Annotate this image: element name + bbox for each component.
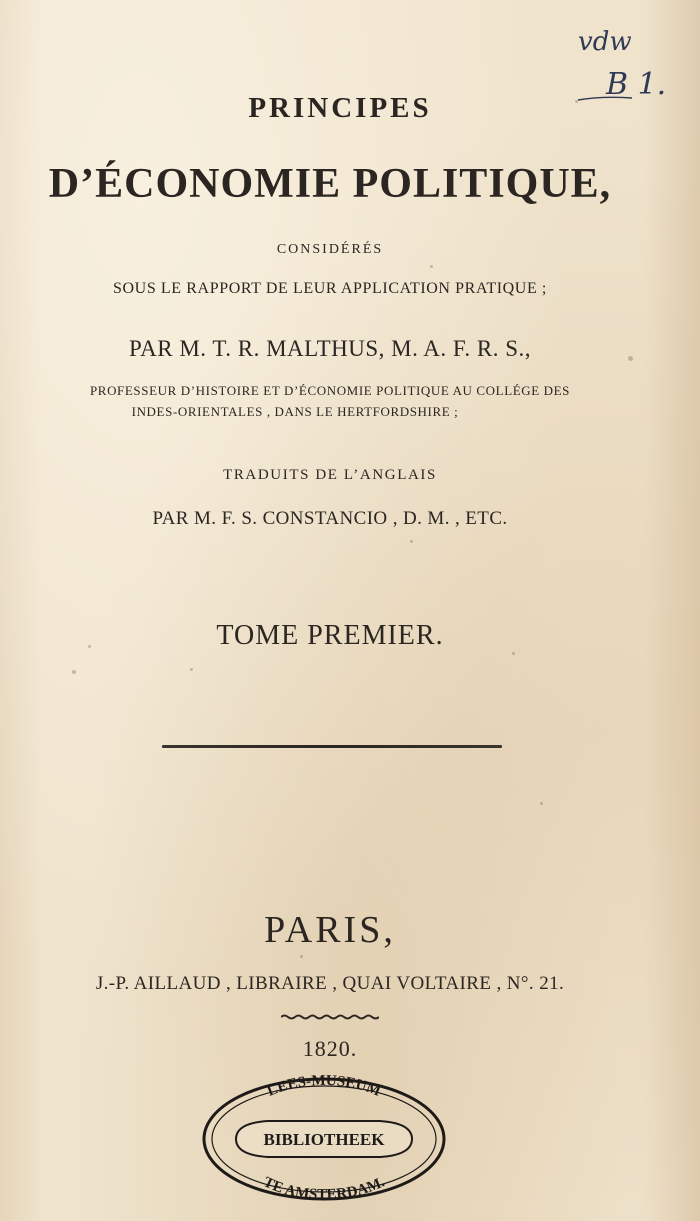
subtitle-line: SOUS LE RAPPORT DE LEUR APPLICATION PRATIQUE ;: [113, 280, 547, 297]
translator-line: PAR M. F. S. CONSTANCIO , D. M. , ETC.: [152, 508, 508, 529]
paper-speck: [300, 955, 303, 958]
paper-speck: [540, 802, 543, 805]
paper-speck: [575, 100, 578, 103]
year-line: 1820.: [302, 1036, 358, 1061]
translated-line: TRADUITS DE L’ANGLAIS: [223, 467, 437, 483]
paper-speck: [190, 668, 193, 671]
stamp-top-arc: LEES-MUSEUM: [264, 1073, 383, 1100]
paper-speck: [410, 540, 413, 543]
city-line: PARIS,: [264, 909, 396, 951]
library-stamp: [198, 1073, 450, 1203]
publisher-line: J.-P. AILLAUD , LIBRAIRE , QUAI VOLTAIRE , N°. 21.: [95, 973, 565, 994]
paper-speck: [88, 645, 91, 648]
shelfmark-line-2: B 1.: [606, 67, 667, 102]
paper-speck: [72, 670, 76, 674]
author-line: PAR M. T. R. MALTHUS, M. A. F. R. S.,: [128, 336, 532, 361]
shelfmark-line-1: vdw: [578, 27, 632, 57]
decorative-rule: [162, 745, 502, 748]
paper-speck: [628, 356, 633, 361]
stamp-center-label: BIBLIOTHEEK: [263, 1130, 385, 1149]
ornament-divider: [281, 1014, 379, 1020]
volume-line: TOME PREMIER.: [216, 620, 444, 651]
title-line-2: D’ÉCONOMIE POLITIQUE,: [48, 161, 612, 207]
considered-line: CONSIDÉRÉS: [276, 242, 384, 257]
author-title-line-1: PROFESSEUR D’HISTOIRE ET D’ÉCONOMIE POLITIQUE AU COLLÉGE DES: [89, 383, 571, 398]
paper-speck: [512, 652, 515, 655]
paper-speck: [430, 265, 433, 268]
stamp-bottom-arc: TE AMSTERDAM.: [260, 1174, 388, 1203]
author-title-line-2: INDES-ORIENTALES , DANS LE HERTFORDSHIRE ;: [131, 404, 459, 419]
title-line-1: PRINCIPES: [248, 92, 432, 124]
